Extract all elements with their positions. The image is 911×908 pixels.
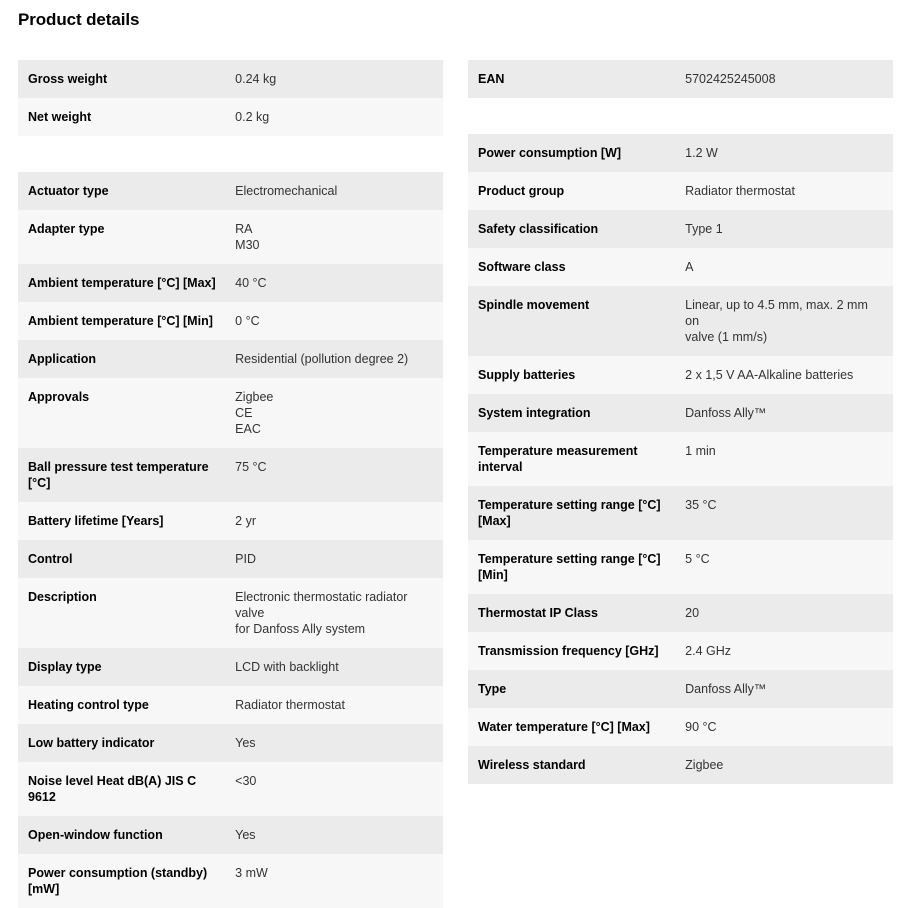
spec-key: System integration	[468, 394, 685, 432]
spec-value	[685, 286, 893, 356]
spec-value-line: Radiator thermostat	[235, 698, 345, 712]
spec-value-line: 0.24 kg	[235, 72, 277, 86]
spec-value	[685, 670, 893, 708]
spec-value-line: A	[685, 260, 694, 274]
spec-value-line: M30	[235, 238, 260, 252]
spec-key: Power consumption (standby) [mW]	[18, 854, 235, 908]
spec-row	[468, 670, 893, 708]
spec-value-line: 75 °C	[235, 460, 267, 474]
spec-key: Ambient temperature [°C] [Min]	[18, 302, 235, 340]
spec-value-line: 0 °C	[235, 314, 260, 328]
spec-key: Approvals	[18, 378, 235, 448]
spec-key: Control	[18, 540, 235, 578]
spec-key: Noise level Heat dB(A) JIS C 9612	[18, 762, 235, 816]
spec-value	[685, 210, 893, 248]
spec-key: Battery lifetime [Years]	[18, 502, 235, 540]
spec-key: Ball pressure test temperature [°C]	[18, 448, 235, 502]
spec-value-line: CE	[235, 406, 253, 420]
spec-value-line: 1.2 W	[685, 146, 718, 160]
spec-key: Temperature measurement interval	[468, 432, 685, 486]
spec-value-line: Residential (pollution degree 2)	[235, 352, 409, 366]
spec-value	[235, 578, 443, 648]
spec-value-line: RA	[235, 222, 253, 236]
spec-value	[235, 60, 443, 98]
spec-value-line: Linear, up to 4.5 mm, max. 2 mm on	[685, 298, 868, 328]
spec-key: Wireless standard	[468, 746, 685, 784]
spec-row	[18, 60, 443, 98]
spec-key: Open-window function	[18, 816, 235, 854]
spec-key: Actuator type	[18, 172, 235, 210]
spec-value-line: 90 °C	[685, 720, 717, 734]
spec-value-line: for Danfoss Ally system	[235, 622, 366, 636]
spec-value-line: Danfoss Ally™	[685, 682, 767, 696]
spec-table-right-group1-body	[468, 60, 893, 98]
spec-value	[685, 60, 893, 98]
spec-row	[18, 724, 443, 762]
spec-value	[235, 210, 443, 264]
spec-row	[18, 648, 443, 686]
spec-key: Product group	[468, 172, 685, 210]
spec-value	[685, 248, 893, 286]
spec-key: Supply batteries	[468, 356, 685, 394]
spec-value-line: 5 °C	[685, 552, 710, 566]
spec-row	[18, 264, 443, 302]
spec-value-line: 3 mW	[235, 866, 268, 880]
spec-row	[468, 248, 893, 286]
spec-table-left-group2	[18, 172, 443, 908]
spec-row	[468, 134, 893, 172]
spec-row	[468, 172, 893, 210]
spec-value-line: 40 °C	[235, 276, 267, 290]
spec-value	[685, 540, 893, 594]
left-column	[18, 60, 443, 908]
spec-key: Thermostat IP Class	[468, 594, 685, 632]
spec-key: Temperature setting range [°C] [Max]	[468, 486, 685, 540]
spec-row	[468, 594, 893, 632]
spec-row	[468, 486, 893, 540]
spec-value-line: 1 min	[685, 444, 716, 458]
spec-value	[235, 762, 443, 816]
spec-row	[18, 502, 443, 540]
spec-value	[685, 172, 893, 210]
spec-row	[468, 432, 893, 486]
spec-value	[235, 648, 443, 686]
spec-table-left-group1	[18, 60, 443, 136]
spec-value-line: 2.4 GHz	[685, 644, 732, 658]
spec-columns	[18, 60, 893, 908]
spec-value-line: valve (1 mm/s)	[685, 330, 768, 344]
spec-row	[468, 632, 893, 670]
spec-value	[685, 394, 893, 432]
spec-value	[235, 448, 443, 502]
spec-table-left-group2-body	[18, 172, 443, 908]
spec-value	[235, 302, 443, 340]
spec-key: Spindle movement	[468, 286, 685, 356]
spec-row	[18, 686, 443, 724]
spec-row	[468, 746, 893, 784]
spec-row	[18, 448, 443, 502]
spec-key: Power consumption [W]	[468, 134, 685, 172]
spec-key: Heating control type	[18, 686, 235, 724]
spec-row	[468, 210, 893, 248]
spec-key: Application	[18, 340, 235, 378]
spec-value-line: <30	[235, 774, 257, 788]
spec-key: Display type	[18, 648, 235, 686]
spec-table-right-group2	[468, 134, 893, 784]
spec-value-line: 0.2 kg	[235, 110, 270, 124]
spec-key: Safety classification	[468, 210, 685, 248]
spec-key: Description	[18, 578, 235, 648]
spec-value-line: Danfoss Ally™	[685, 406, 767, 420]
spec-value-line: Type 1	[685, 222, 723, 236]
spec-value	[685, 432, 893, 486]
spec-value	[235, 264, 443, 302]
spec-value	[685, 134, 893, 172]
spec-table-left-group1-body	[18, 60, 443, 136]
spec-value	[685, 708, 893, 746]
group-separator	[18, 136, 443, 172]
spec-table-right-group2-body	[468, 134, 893, 784]
spec-value	[235, 686, 443, 724]
spec-table-right-group1	[468, 60, 893, 98]
group-separator	[468, 98, 893, 134]
spec-row	[18, 172, 443, 210]
spec-value	[235, 540, 443, 578]
spec-value	[235, 816, 443, 854]
spec-key: Transmission frequency [GHz]	[468, 632, 685, 670]
spec-key: Water temperature [°C] [Max]	[468, 708, 685, 746]
spec-row	[18, 210, 443, 264]
spec-row	[18, 340, 443, 378]
spec-row	[468, 394, 893, 432]
spec-value	[235, 172, 443, 210]
spec-key: Type	[468, 670, 685, 708]
product-details-page	[0, 10, 911, 896]
spec-value-line: Electromechanical	[235, 184, 338, 198]
spec-value-line: 2 x 1,5 V AA-Alkaline batteries	[685, 368, 854, 382]
spec-row	[18, 98, 443, 136]
spec-row	[468, 708, 893, 746]
spec-row	[18, 578, 443, 648]
spec-value-line: Zigbee	[235, 390, 274, 404]
spec-key: Low battery indicator	[18, 724, 235, 762]
spec-value-line: Electronic thermostatic radiator valve	[235, 590, 408, 620]
spec-value-line: 20	[685, 606, 700, 620]
spec-value	[685, 746, 893, 784]
spec-value	[235, 502, 443, 540]
spec-row	[468, 540, 893, 594]
right-column	[468, 60, 893, 784]
spec-key: Temperature setting range [°C] [Min]	[468, 540, 685, 594]
spec-row	[468, 286, 893, 356]
spec-value-line: 5702425245008	[685, 72, 776, 86]
spec-row	[468, 356, 893, 394]
spec-value	[685, 632, 893, 670]
spec-row	[18, 302, 443, 340]
spec-key: Ambient temperature [°C] [Max]	[18, 264, 235, 302]
spec-value-line: Zigbee	[685, 758, 724, 772]
spec-row	[18, 762, 443, 816]
page-title: Product details	[18, 10, 140, 29]
spec-row	[468, 60, 893, 98]
spec-value	[235, 340, 443, 378]
spec-value	[235, 724, 443, 762]
spec-value	[235, 378, 443, 448]
spec-value	[685, 594, 893, 632]
spec-value	[235, 98, 443, 136]
spec-value-line: Yes	[235, 828, 256, 842]
spec-key: Gross weight	[18, 60, 235, 98]
spec-value-line: 35 °C	[685, 498, 717, 512]
spec-value	[685, 356, 893, 394]
spec-value-line: Yes	[235, 736, 256, 750]
spec-key: EAN	[468, 60, 685, 98]
spec-value-line: PID	[235, 552, 256, 566]
spec-key: Software class	[468, 248, 685, 286]
spec-row	[18, 816, 443, 854]
spec-value-line: Radiator thermostat	[685, 184, 795, 198]
spec-value-line: EAC	[235, 422, 261, 436]
spec-value-line: 2 yr	[235, 514, 256, 528]
spec-value	[235, 854, 443, 908]
spec-row	[18, 540, 443, 578]
spec-value-line: LCD with backlight	[235, 660, 339, 674]
spec-key: Net weight	[18, 98, 235, 136]
spec-row	[18, 378, 443, 448]
spec-key: Adapter type	[18, 210, 235, 264]
spec-row	[18, 854, 443, 908]
spec-value	[685, 486, 893, 540]
